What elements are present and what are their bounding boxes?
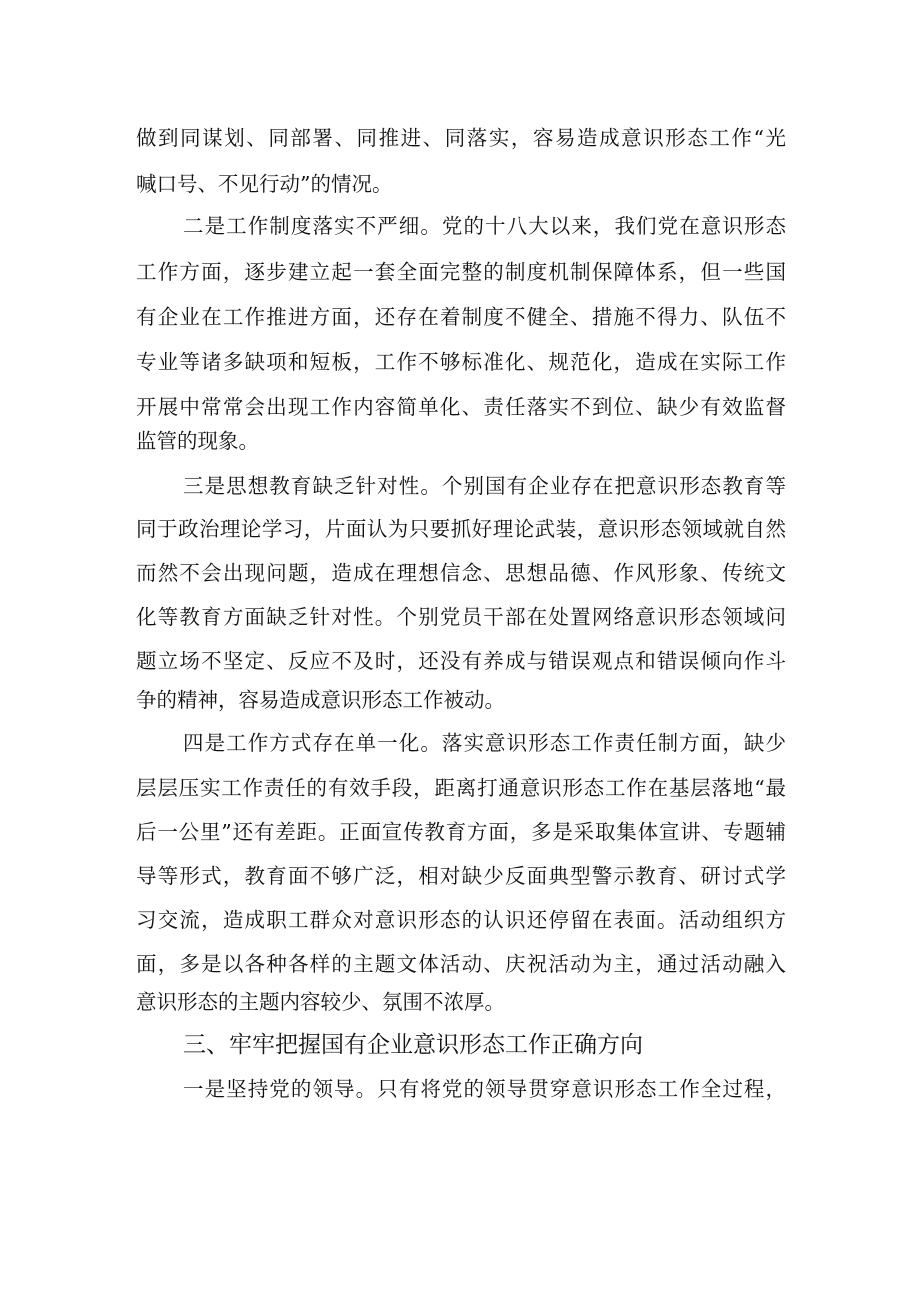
paragraph-line: 意识形态的主题内容较少、氛围不浓厚。 (136, 990, 505, 1014)
paragraph-line: 一是坚持党的领导。只有将党的领导贯穿意识形态工作全过程， (183, 1077, 786, 1101)
paragraph-line: 二是工作制度落实不严细。党的十八大以来，我们党在意识形态 (183, 214, 786, 238)
paragraph-line: 监管的现象。 (136, 429, 259, 453)
section-heading: 三、牢牢把握国有企业意识形态工作正确方向 (183, 1032, 643, 1058)
paragraph-line: 层层压实工作责任的有效手段，距离打通意识形态工作在基层落地“最 (136, 776, 786, 800)
paragraph-line: 有企业在工作推进方面，还存在着制度不健全、措施不得力、队伍不 (136, 305, 786, 329)
paragraph-line: 工作方面，逐步建立起一套全面完整的制度机制保障体系，但一些国 (136, 260, 786, 284)
paragraph-line: 题立场不坚定、反应不及时，还没有养成与错误观点和错误倾向作斗 (136, 649, 786, 673)
paragraph-line: 专业等诸多缺项和短板，工作不够标准化、规范化，造成在实际工作 (136, 350, 786, 374)
paragraph-line: 喊口号、不见行动”的情况。 (136, 172, 393, 196)
paragraph-line: 导等形式，教育面不够广泛，相对缺少反面典型警示教育、研讨式学 (136, 864, 786, 888)
paragraph-line: 后一公里”还有差距。正面宣传教育方面，多是采取集体宣讲、专题辅 (136, 820, 786, 844)
paragraph-line: 习交流，造成职工群众对意识形态的认识还停留在表面。活动组织方 (136, 908, 786, 932)
paragraph-line: 做到同谋划、同部署、同推进、同落实，容易造成意识形态工作“光 (136, 126, 786, 150)
paragraph-line: 同于政治理论学习，片面认为只要抓好理论武装，意识形态领域就自然 (136, 517, 786, 541)
paragraph-line: 化等教育方面缺乏针对性。个别党员干部在处置网络意识形态领域问 (136, 605, 786, 629)
paragraph-line: 三是思想教育缺乏针对性。个别国有企业存在把意识形态教育等 (183, 474, 786, 498)
paragraph-line: 争的精神，容易造成意识形态工作被动。 (136, 688, 505, 712)
paragraph-line: 四是工作方式存在单一化。落实意识形态工作责任制方面，缺少 (183, 731, 786, 755)
paragraph-line: 开展中常常会出现工作内容简单化、责任落实不到位、缺少有效监督 (136, 395, 786, 419)
paragraph-line: 面，多是以各种各样的主题文体活动、庆祝活动为主，通过活动融入 (136, 952, 786, 976)
paragraph-line: 而然不会出现问题，造成在理想信念、思想品德、作风形象、传统文 (136, 561, 786, 585)
